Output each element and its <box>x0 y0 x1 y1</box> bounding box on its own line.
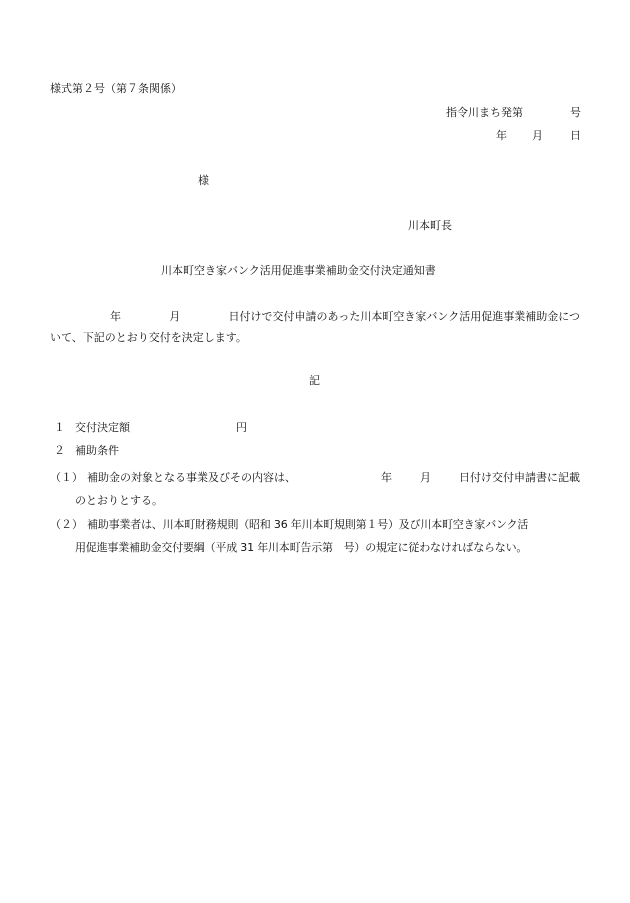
body-paragraph <box>50 306 580 348</box>
doc-number-suffix: 号 <box>570 106 581 119</box>
item1-number: １ <box>54 421 65 434</box>
ki-heading: 記 <box>309 374 320 387</box>
issuer-name: 川本町長 <box>408 219 452 232</box>
condition-2 <box>50 513 580 559</box>
condition-1-text-b: 日付け交付申請書に記載 <box>459 471 580 484</box>
item1-label: 交付決定額 <box>75 421 130 434</box>
condition-2-line-1 <box>50 513 580 536</box>
item1-unit: 円 <box>236 421 247 434</box>
body-line-1 <box>50 306 580 327</box>
condition-1-line-1 <box>50 466 580 489</box>
condition-2-line-1-text: 補助事業者は、川本町財務規則（昭和 36 年川本町規則第１号）及び川本町空き家バンク活 <box>87 518 529 531</box>
body-year: 年 <box>110 310 121 323</box>
condition-1-month: 月 <box>420 471 431 484</box>
item2-label: 補助条件 <box>75 444 119 457</box>
condition-2-line-2: 用促進事業補助金交付要綱（平成 31 年川本町告示第 号）の規定に従わなければならない。 <box>75 541 528 554</box>
doc-number-prefix: 指令川まち発第 <box>446 106 523 119</box>
condition-1-number: （１） <box>50 471 83 484</box>
date-month: 月 <box>532 129 543 142</box>
condition-1 <box>50 466 580 512</box>
condition-1-line-2: のとおりとする。 <box>75 494 163 507</box>
addressee-suffix: 様 <box>198 174 209 187</box>
date-day: 日 <box>570 129 581 142</box>
body-month: 月 <box>169 310 181 323</box>
date-year: 年 <box>496 129 507 142</box>
document-title: 川本町空き家バンク活用促進事業補助金交付決定通知書 <box>161 264 436 277</box>
body-line1-rest: 日付けで交付申請のあった川本町空き家バンク活用促進事業補助金につ <box>228 310 580 323</box>
condition-1-text-a: 補助金の対象となる事業及びその内容は、 <box>87 471 296 484</box>
body-line-2: いて、下記のとおり交付を決定します。 <box>50 331 247 344</box>
condition-2-number: （２） <box>50 518 83 531</box>
item2-number: ２ <box>54 444 65 457</box>
form-label: 様式第２号（第７条関係） <box>50 82 182 95</box>
condition-1-year: 年 <box>381 471 392 484</box>
